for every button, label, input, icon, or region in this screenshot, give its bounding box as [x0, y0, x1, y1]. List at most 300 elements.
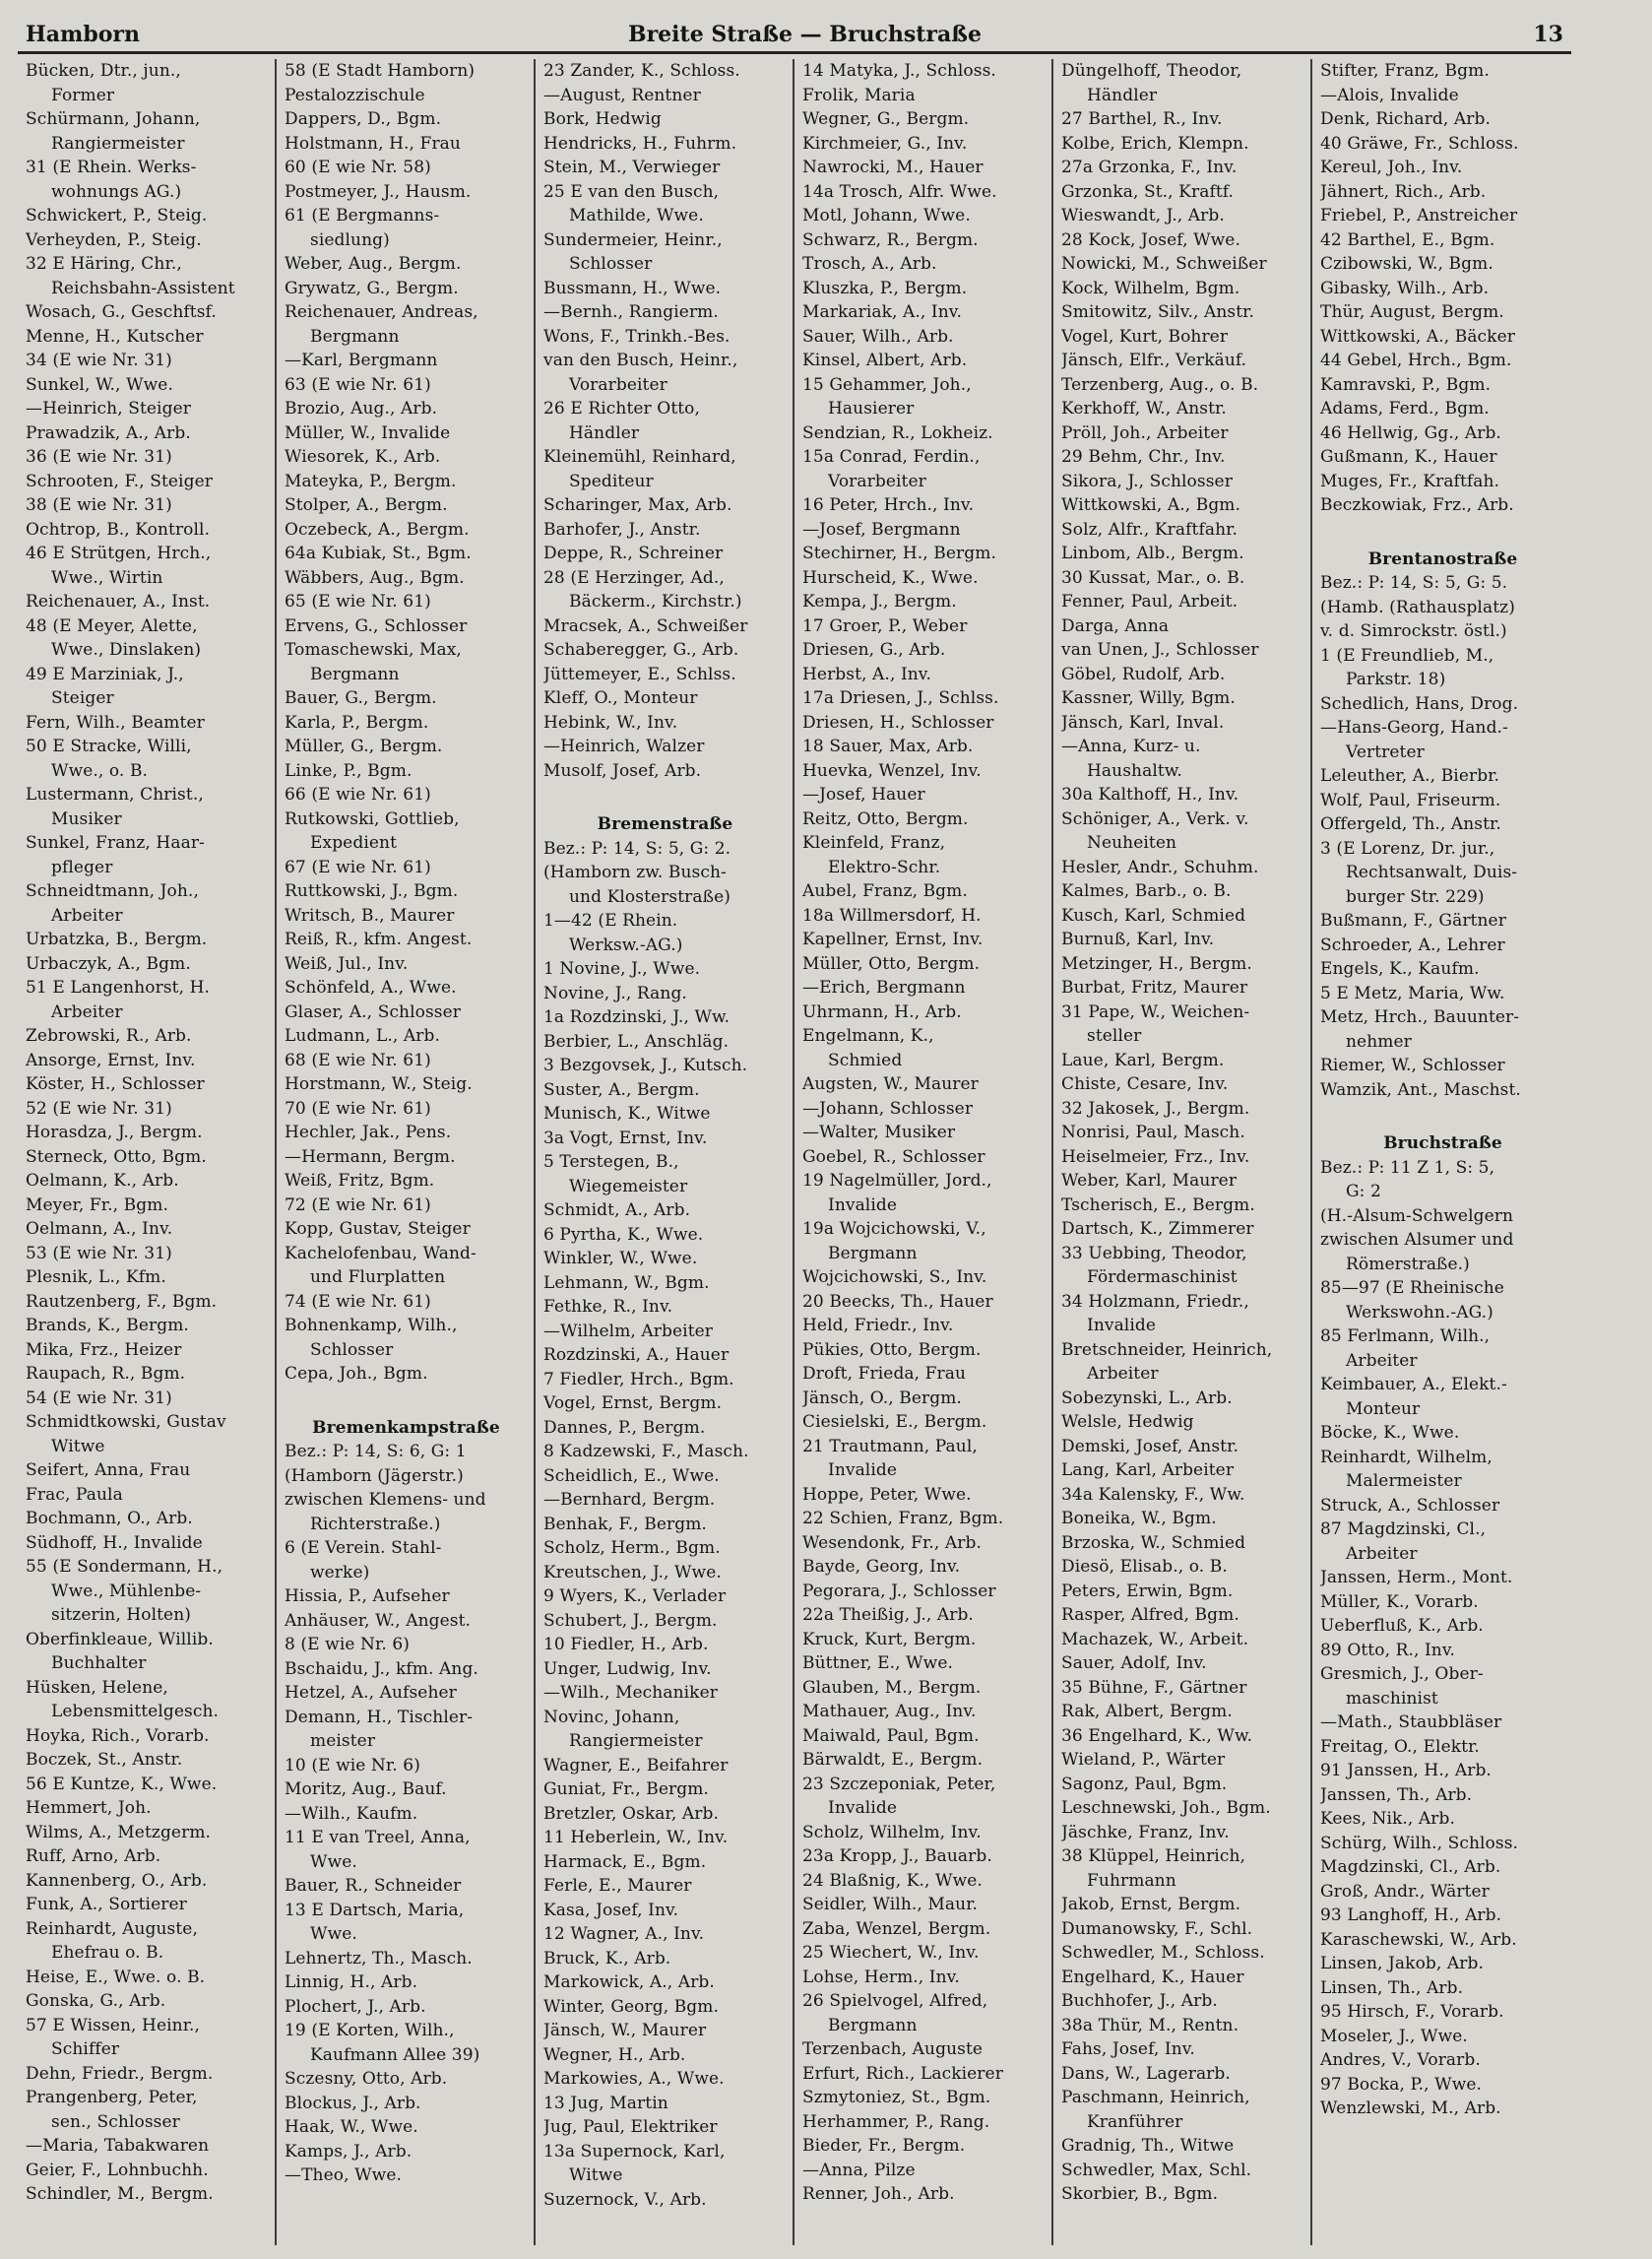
directory-entry: Böcke, K., Wwe. — [1320, 1423, 1460, 1443]
directory-entry: Wagner, E., Beifahrer — [543, 1755, 729, 1775]
directory-entry: Demski, Josef, Anstr. — [1061, 1436, 1239, 1456]
directory-entry: Beczkowiak, Frz., Arb. — [1320, 495, 1514, 515]
entry-continuation: Kranführer — [1087, 2111, 1183, 2132]
directory-entry: Stein, M., Verwieger — [543, 158, 721, 177]
directory-entry: Wenzlewski, M., Arb. — [1320, 2098, 1501, 2118]
street-heading: Bremenstraße — [597, 814, 733, 834]
directory-entry: 14 Matyka, J., Schloss. — [802, 61, 996, 81]
directory-entry: Hebink, W., Inv. — [543, 712, 678, 733]
directory-entry: Kusch, Karl, Schmied — [1061, 905, 1246, 926]
directory-entry: 10 (E wie Nr. 6) — [285, 1755, 420, 1775]
entry-continuation: Expedient — [310, 833, 398, 853]
directory-entry: Ruff, Arno, Arb. — [26, 1846, 161, 1866]
entry-continuation: Werksw.-AG.) — [569, 935, 683, 955]
directory-entry: Paschmann, Heinrich, — [1061, 2088, 1250, 2107]
directory-entry: Novine, J., Rang. — [543, 983, 687, 1003]
directory-entry: Tomaschewski, Max, — [285, 640, 462, 660]
column-1 — [18, 59, 277, 2245]
entry-continuation: Händler — [569, 422, 640, 443]
directory-entry: Geier, F., Lohnbuchh. — [26, 2160, 209, 2180]
directory-entry: Menne, H., Kutscher — [26, 326, 204, 347]
directory-entry: 32 Jakosek, J., Bergm. — [1061, 1098, 1250, 1119]
directory-entry: Kirchmeier, G., Inv. — [802, 133, 968, 154]
directory-entry: Wosach, G., Geschftsf. — [26, 302, 217, 322]
directory-entry: 19a Wojcichowski, V., — [802, 1219, 986, 1239]
directory-entry: Kereul, Joh., Inv. — [1320, 158, 1463, 177]
directory-entry: Dappers, D., Bgm. — [285, 109, 442, 129]
directory-entry: Ervens, G., Schlosser — [285, 615, 468, 636]
directory-entry: 67 (E wie Nr. 61) — [285, 857, 431, 877]
directory-entry: Chiste, Cesare, Inv. — [1061, 1074, 1229, 1094]
directory-entry: 50 E Stracke, Willi, — [26, 737, 192, 756]
directory-entry: Wesendonk, Fr., Arb. — [802, 1532, 983, 1553]
directory-entry: Herbst, A., Inv. — [802, 664, 932, 684]
directory-entry: Kleff, O., Monteur — [543, 688, 698, 708]
directory-entry: Prawadzik, A., Arb. — [26, 422, 191, 443]
entry-continuation: Wwe. — [310, 1924, 357, 1944]
directory-entry: 31 Pape, W., Weichen- — [1061, 1001, 1250, 1022]
directory-entry: Huevka, Wenzel, Inv. — [802, 760, 982, 781]
entry-continuation: Bergmann — [310, 664, 400, 684]
directory-entry: 32 E Häring, Chr., — [26, 254, 182, 274]
directory-entry: Ciesielski, E., Bergm. — [802, 1412, 987, 1432]
directory-entry: Rozdzinski, A., Hauer — [543, 1345, 730, 1365]
directory-entry: Fern, Wilh., Beamter — [26, 712, 205, 733]
entry-continuation: Neuheiten — [1087, 833, 1177, 853]
column-2 — [277, 59, 536, 2245]
directory-entry: Jänsch, W., Maurer — [543, 2021, 707, 2040]
directory-entry: 23a Kropp, J., Bauarb. — [802, 1846, 992, 1866]
entry-continuation: Schlosser — [569, 254, 653, 274]
directory-entry: Grzonka, St., Kraftf. — [1061, 181, 1235, 202]
directory-entry: Düngelhoff, Theodor, — [1061, 61, 1242, 81]
entry-continuation: Arbeiter — [51, 905, 123, 926]
directory-entry: 18a Willmersdorf, H. — [802, 905, 982, 926]
directory-entry: 38a Thür, M., Rentn. — [1061, 2015, 1239, 2035]
directory-entry: 38 (E wie Nr. 31) — [26, 495, 172, 515]
directory-entry: 54 (E wie Nr. 31) — [26, 1388, 172, 1408]
directory-entry: Wojcichowski, S., Inv. — [802, 1267, 987, 1287]
entry-continuation: Schiffer — [51, 2039, 120, 2059]
entry-continuation: Steiger — [51, 688, 114, 708]
entry-continuation: Bergmann — [310, 326, 400, 347]
directory-entry: 16 Peter, Hrch., Inv. — [802, 495, 975, 515]
directory-entry: 42 Barthel, E., Bgm. — [1320, 229, 1495, 250]
directory-entry: Meyer, Fr., Bgm. — [26, 1194, 168, 1215]
directory-entry: Karaschewski, W., Arb. — [1320, 1929, 1517, 1950]
directory-entry: Kruck, Kurt, Bergm. — [802, 1629, 977, 1649]
directory-entry: Terzenbach, Auguste — [802, 2039, 984, 2059]
directory-entry: Andres, V., Vorarb. — [1320, 2050, 1481, 2070]
header-streets: Breite Straße — Bruchstraße — [628, 22, 982, 47]
directory-entry: Grywatz, G., Bergm. — [285, 278, 459, 298]
directory-entry: Kachelofenbau, Wand- — [285, 1243, 477, 1263]
directory-entry: Dans, W., Lagerarb. — [1061, 2063, 1231, 2084]
directory-entry: Kleinemühl, Reinhard, — [543, 447, 736, 467]
directory-entry: Kock, Wilhelm, Bgm. — [1061, 278, 1240, 298]
directory-entry: (Hamb. (Rathausplatz) — [1320, 597, 1515, 617]
entry-continuation: Arbeiter — [1087, 1364, 1159, 1384]
directory-entry: Schwedler, M., Schloss. — [1061, 1943, 1265, 1963]
directory-entry: Bretschneider, Heinrich, — [1061, 1339, 1273, 1360]
directory-entry: Kannenberg, O., Arb. — [26, 1870, 208, 1891]
directory-entry: Müller, W., Invalide — [285, 422, 451, 443]
directory-entry: Schedlich, Hans, Drog. — [1320, 693, 1519, 714]
directory-entry: Thür, August, Bergm. — [1320, 302, 1504, 322]
directory-entry: —Theo, Wwe. — [285, 2165, 402, 2185]
directory-entry: 25 Wiechert, W., Inv. — [802, 1943, 980, 1963]
entry-continuation: Reichsbahn-Assistent — [51, 278, 235, 298]
directory-entry: 14a Trosch, Alfr. Wwe. — [802, 181, 997, 202]
entry-continuation: Rangiermeister — [569, 1731, 703, 1751]
entry-continuation: Fördermaschinist — [1087, 1267, 1238, 1287]
column-5 — [1053, 59, 1312, 2245]
directory-entry: 10 Fiedler, H., Arb. — [543, 1635, 709, 1654]
directory-entry: 55 (E Sondermann, H., — [26, 1557, 223, 1577]
directory-entry: Buchhofer, J., Arb. — [1061, 1991, 1218, 2011]
directory-entry: Verheyden, P., Steig. — [26, 229, 202, 250]
entry-continuation: wohnungs AG.) — [51, 181, 182, 202]
directory-entry: Writsch, B., Maurer — [285, 905, 455, 926]
directory-entry: Seifert, Anna, Frau — [26, 1460, 191, 1480]
directory-entry: Kleinfeld, Franz, — [802, 833, 946, 853]
directory-entry: Barhofer, J., Anstr. — [543, 519, 701, 540]
entry-continuation: Rechtsanwalt, Duis- — [1346, 863, 1518, 882]
directory-entry: Kasa, Josef, Inv. — [543, 1900, 679, 1920]
directory-entry: Sikora, J., Schlosser — [1061, 471, 1233, 491]
directory-entry: 52 (E wie Nr. 31) — [26, 1098, 172, 1119]
directory-entry: Schaberegger, G., Arb. — [543, 640, 739, 660]
directory-entry: Lang, Karl, Arbeiter — [1061, 1460, 1235, 1480]
directory-entry: Jakob, Ernst, Bergm. — [1061, 1895, 1241, 1914]
directory-entry: Wieland, P., Wärter — [1061, 1750, 1226, 1770]
directory-entry: Reichenauer, Andreas, — [285, 302, 478, 322]
directory-entry: Linke, P., Bgm. — [285, 760, 413, 781]
directory-entry: Denk, Richard, Arb. — [1320, 109, 1491, 129]
directory-entry: 34 Holzmann, Friedr., — [1061, 1291, 1249, 1312]
directory-entry: Dannes, P., Bergm. — [543, 1417, 706, 1438]
directory-entry: Groß, Andr., Wärter — [1320, 1881, 1490, 1902]
directory-entry: Wegner, H., Arb. — [543, 2044, 686, 2065]
entry-continuation: Bäckerm., Kirchstr.) — [569, 592, 742, 612]
directory-entry: Reichenauer, A., Inst. — [26, 592, 211, 612]
directory-entry: Kinsel, Albert, Arb. — [802, 351, 968, 370]
directory-entry: Jähnert, Rich., Arb. — [1320, 181, 1487, 202]
directory-entry: Lohse, Herm., Inv. — [802, 1967, 960, 1987]
directory-entry: Linsen, Th., Arb. — [1320, 1977, 1464, 1998]
directory-entry: Kerkhoff, W., Anstr. — [1061, 399, 1227, 419]
directory-entry: Kapellner, Ernst, Inv. — [802, 930, 984, 949]
entry-continuation: Werkswohn.-AG.) — [1346, 1302, 1493, 1323]
directory-entry: Horstmann, W., Steig. — [285, 1074, 473, 1094]
directory-entry: Oberfinkleaue, Willib. — [26, 1629, 214, 1649]
directory-entry: Musolf, Josef, Arb. — [543, 760, 702, 781]
directory-entry: Reiß, R., kfm. Angest. — [285, 930, 473, 949]
directory-entry: Uhrmann, H., Arb. — [802, 1001, 962, 1022]
directory-entry: Rasper, Alfred, Bgm. — [1061, 1605, 1239, 1625]
directory-entry: Engelmann, K., — [802, 1026, 934, 1046]
directory-entry: 13 Jug, Martin — [543, 2093, 668, 2113]
directory-entry: Jug, Paul, Elektriker — [543, 2117, 718, 2137]
directory-entry: Lustermann, Christ., — [26, 785, 204, 805]
directory-entry: Cepa, Joh., Bgm. — [285, 1364, 428, 1384]
directory-entry: 66 (E wie Nr. 61) — [285, 785, 431, 805]
entry-continuation: Arbeiter — [1346, 1543, 1418, 1564]
directory-entry: Weiß, Fritz, Bgm. — [285, 1171, 435, 1191]
directory-entry: Prangenberg, Peter, — [26, 2088, 198, 2107]
directory-entry: 28 Kock, Josef, Wwe. — [1061, 229, 1240, 250]
entry-continuation: Vorarbeiter — [828, 471, 926, 491]
directory-entry: Hetzel, A., Aufseher — [285, 1683, 457, 1703]
entry-continuation: nehmer — [1346, 1031, 1412, 1052]
directory-entry: Bohnenkamp, Wilh., — [285, 1316, 458, 1335]
directory-entry: Vogel, Ernst, Bergm. — [543, 1393, 723, 1413]
directory-entry: Smitowitz, Silv., Anstr. — [1061, 302, 1255, 322]
directory-entry: Laue, Karl, Bergm. — [1061, 1050, 1225, 1070]
directory-entry: Fahs, Josef, Inv. — [1061, 2039, 1195, 2059]
entry-continuation: Arbeiter — [1346, 1350, 1418, 1371]
directory-entry: Harmack, E., Bgm. — [543, 1851, 707, 1872]
directory-entry: Linbom, Alb., Bergm. — [1061, 544, 1244, 563]
directory-entry: Lehmann, W., Bgm. — [543, 1272, 710, 1293]
directory-entry: Müller, Otto, Bergm. — [802, 953, 981, 974]
directory-entry: 1a Rozdzinski, J., Ww. — [543, 1007, 731, 1027]
directory-entry: Bieder, Fr., Bergm. — [802, 2136, 966, 2156]
directory-entry: Tscherisch, E., Bergm. — [1061, 1194, 1255, 1215]
directory-entry: 5 E Metz, Maria, Ww. — [1320, 983, 1505, 1003]
directory-entry: Bretzler, Oskar, Arb. — [543, 1803, 719, 1824]
directory-entry: Magdzinski, Cl., Arb. — [1320, 1857, 1501, 1877]
directory-entry: (H.-Alsum-Schwelgern — [1320, 1205, 1514, 1226]
directory-entry: 3 Bezgovsek, J., Kutsch. — [543, 1056, 748, 1075]
directory-entry: Schönfeld, A., Wwe. — [285, 978, 457, 998]
directory-entry: Scheidlich, E., Wwe. — [543, 1465, 720, 1486]
directory-entry: —Josef, Hauer — [802, 785, 925, 805]
directory-entry: Zaba, Wenzel, Bergm. — [802, 1918, 991, 1939]
directory-entry: Ochtrop, B., Kontroll. — [26, 519, 211, 540]
directory-entry: Wilms, A., Metzgerm. — [26, 1822, 212, 1842]
directory-entry: 3 (E Lorenz, Dr. jur., — [1320, 838, 1495, 859]
directory-entry: —Erich, Bergmann — [802, 978, 966, 998]
directory-entry: 30a Kalthoff, H., Inv. — [1061, 785, 1239, 805]
directory-entry: Pegorara, J., Schlosser — [802, 1581, 996, 1601]
directory-entry: 27 Barthel, R., Inv. — [1061, 109, 1223, 129]
directory-entry: Nawrocki, M., Hauer — [802, 158, 984, 177]
entry-continuation: Arbeiter — [51, 1001, 123, 1022]
entry-continuation: pfleger — [51, 857, 113, 877]
entry-continuation: Fuhrmann — [1087, 1870, 1176, 1891]
directory-entry: Wäbbers, Aug., Bgm. — [285, 567, 465, 588]
directory-entry: Müller, G., Bergm. — [285, 737, 443, 756]
directory-entry: Sundermeier, Heinr., — [543, 229, 723, 250]
column-3 — [536, 59, 794, 2245]
directory-entry: Dartsch, K., Zimmerer — [1061, 1219, 1254, 1239]
directory-entry: —Maria, Tabakwaren — [26, 2136, 210, 2156]
directory-entry: Vogel, Kurt, Bohrer — [1061, 326, 1229, 347]
entry-continuation: Ehefrau o. B. — [51, 1943, 164, 1963]
street-heading: Bruchstraße — [1383, 1133, 1502, 1153]
spacer — [285, 1387, 528, 1402]
directory-entry: Terzenberg, Aug., o. B. — [1061, 374, 1259, 395]
directory-entry: —Wilhelm, Arbeiter — [543, 1321, 714, 1341]
directory-entry: Pükies, Otto, Bergm. — [802, 1339, 982, 1360]
directory-entry: Wamzik, Ant., Maschst. — [1320, 1079, 1521, 1100]
directory-entry: Seidler, Wilh., Maur. — [802, 1895, 979, 1914]
directory-entry: Dehn, Friedr., Bergm. — [26, 2063, 214, 2084]
directory-entry: Linsen, Jakob, Arb. — [1320, 1954, 1484, 1973]
directory-entry: 18 Sauer, Max, Arb. — [802, 737, 974, 756]
directory-entry: Bez.: P: 14, S: 5, G: 2. — [543, 838, 731, 859]
directory-entry: van Unen, J., Schlosser — [1061, 640, 1259, 660]
directory-entry: 11 E van Treel, Anna, — [285, 1828, 471, 1847]
directory-entry: 36 Engelhard, K., Ww. — [1061, 1725, 1253, 1746]
directory-entry: Wieswandt, J., Arb. — [1061, 206, 1225, 226]
directory-entry: Nonrisi, Paul, Masch. — [1061, 1123, 1245, 1142]
directory-entry: 60 (E wie Nr. 58) — [285, 158, 431, 177]
directory-entry: Winkler, W., Wwe. — [543, 1249, 698, 1268]
directory-entry: Solz, Alfr., Kraftfahr. — [1061, 519, 1238, 540]
directory-entry: —Johann, Schlosser — [802, 1098, 974, 1119]
directory-entry: Kassner, Willy, Bgm. — [1061, 688, 1236, 708]
directory-entry: 19 Nagelmüller, Jord., — [802, 1171, 992, 1191]
directory-entry: 93 Langhoff, H., Arb. — [1320, 1905, 1502, 1925]
entry-continuation: Wwe., Mühlenbe- — [51, 1581, 202, 1601]
entry-continuation: Vertreter — [1346, 742, 1425, 762]
directory-entry: —Anna, Pilze — [802, 2160, 916, 2180]
directory-entry: 70 (E wie Nr. 61) — [285, 1098, 431, 1119]
directory-entry: Glauben, M., Bergm. — [802, 1677, 982, 1698]
directory-entry: 87 Magdzinski, Cl., — [1320, 1519, 1487, 1539]
directory-entry: Hendricks, H., Fuhrm. — [543, 133, 737, 154]
directory-entry: Haak, W., Wwe. — [285, 2117, 418, 2137]
directory-entry: Karla, P., Bergm. — [285, 712, 429, 733]
directory-entry: Raupach, R., Bgm. — [26, 1364, 186, 1384]
directory-entry: Schwarz, R., Bergm. — [802, 229, 979, 250]
directory-entry: 1—42 (E Rhein. — [543, 911, 678, 931]
directory-entry: Sendzian, R., Lokheiz. — [802, 422, 993, 443]
directory-entry: 22a Theißig, J., Arb. — [802, 1605, 974, 1625]
directory-entry: Leleuther, A., Bierbr. — [1320, 766, 1500, 786]
directory-entry: Heise, E., Wwe. o. B. — [26, 1967, 206, 1987]
entry-continuation: Richterstraße.) — [310, 1514, 441, 1534]
directory-entry: Bußmann, F., Gärtner — [1320, 911, 1506, 931]
directory-entry: 29 Behm, Chr., Inv. — [1061, 447, 1226, 467]
directory-entry: Gußmann, K., Hauer — [1320, 447, 1497, 467]
directory-entry: 64a Kubiak, St., Bgm. — [285, 544, 472, 563]
directory-entry: Markowick, A., Arb. — [543, 1972, 715, 1992]
directory-entry: 58 (E Stadt Hamborn) — [285, 61, 476, 81]
entry-continuation: steller — [1087, 1026, 1142, 1046]
directory-entry: Renner, Joh., Arb. — [802, 2184, 955, 2204]
directory-entry: Metzinger, H., Bergm. — [1061, 953, 1252, 974]
entry-continuation: Hausierer — [828, 399, 915, 419]
directory-entry: Brzoska, W., Schmied — [1061, 1532, 1246, 1553]
directory-entry: 26 E Richter Otto, — [543, 399, 701, 419]
directory-entry: van den Busch, Heinr., — [543, 351, 738, 370]
directory-entry: Boneika, W., Bgm. — [1061, 1509, 1217, 1528]
directory-entry: Weber, Karl, Maurer — [1061, 1171, 1238, 1191]
directory-entry: Friebel, P., Anstreicher — [1320, 206, 1518, 226]
directory-entry: Winter, Georg, Bgm. — [543, 1996, 720, 2017]
directory-entry: Fethke, R., Inv. — [543, 1297, 673, 1317]
directory-entry: 6 Pyrtha, K., Wwe. — [543, 1224, 704, 1245]
directory-entry: 26 Spielvogel, Alfred, — [802, 1991, 988, 2011]
directory-entry: Burbat, Fritz, Maurer — [1061, 978, 1248, 998]
directory-entry: Mracsek, A., Schweißer — [543, 615, 748, 636]
directory-entry: Moseler, J., Wwe. — [1320, 2026, 1468, 2046]
directory-entry: 13 E Dartsch, Maria, — [285, 1900, 465, 1920]
directory-entry: Kopp, Gustav, Steiger — [285, 1219, 471, 1239]
directory-entry: 6 (E Verein. Stahl- — [285, 1538, 442, 1558]
directory-entry: Scholz, Herm., Bgm. — [543, 1538, 721, 1558]
directory-entry: —August, Rentner — [543, 85, 701, 105]
entry-continuation: Vorarbeiter — [569, 374, 667, 395]
directory-entry: Bschaidu, J., kfm. Ang. — [285, 1658, 478, 1679]
entry-continuation: Former — [51, 85, 115, 105]
directory-entry: Herhammer, P., Rang. — [802, 2111, 990, 2132]
directory-entry: Reinhardt, Wilhelm, — [1320, 1447, 1493, 1467]
directory-entry: Jüttemeyer, E., Schlss. — [543, 664, 736, 684]
directory-entry: Blockus, J., Arb. — [285, 2093, 421, 2113]
directory-entry: Hesler, Andr., Schuhm. — [1061, 857, 1259, 877]
directory-entry: Scholz, Wilhelm, Inv. — [802, 1822, 982, 1842]
directory-entry: 97 Bocka, P., Wwe. — [1320, 2074, 1483, 2095]
directory-entry: 85 Ferlmann, Wilh., — [1320, 1326, 1491, 1346]
entry-continuation: Invalide — [828, 1798, 898, 1818]
spacer — [1320, 1102, 1565, 1118]
directory-entry: Mathauer, Aug., Inv. — [802, 1702, 977, 1721]
directory-entry: Brozio, Aug., Arb. — [285, 399, 438, 419]
directory-entry: —Bernh., Rangierm. — [543, 302, 719, 322]
entry-continuation: Parkstr. 18) — [1346, 670, 1446, 689]
directory-entry: Skorbier, B., Bgm. — [1061, 2184, 1219, 2204]
directory-entry: Wegner, G., Bergm. — [802, 109, 970, 129]
entry-continuation: und Klosterstraße) — [569, 886, 731, 907]
directory-entry: Frac, Paula — [26, 1484, 123, 1505]
directory-entry: Horasdza, J., Bergm. — [26, 1123, 203, 1142]
directory-entry: Wons, F., Trinkh.-Bes. — [543, 326, 731, 347]
directory-entry: Trosch, A., Arb. — [802, 254, 937, 274]
entry-continuation: Witwe — [51, 1436, 105, 1456]
directory-entry: 5 Terstegen, B., — [543, 1152, 679, 1172]
entry-continuation: Händler — [1087, 85, 1158, 105]
directory-entry: Bayde, Georg, Inv. — [802, 1557, 961, 1577]
directory-entry: 11 Heberlein, W., Inv. — [543, 1828, 729, 1847]
directory-entry: 53 (E wie Nr. 31) — [26, 1243, 172, 1263]
street-heading: Brentanostraße — [1367, 549, 1518, 569]
directory-entry: Benhak, F., Bergm. — [543, 1514, 707, 1534]
directory-entry: Novinc, Johann, — [543, 1707, 680, 1727]
directory-entry: Suster, A., Bergm. — [543, 1079, 700, 1100]
directory-entry: Kamravski, P., Bgm. — [1320, 374, 1492, 395]
directory-entry: —Josef, Bergmann — [802, 519, 961, 540]
directory-entry: Müller, K., Vorarb. — [1320, 1591, 1479, 1612]
entry-continuation: Invalide — [828, 1460, 898, 1480]
directory-entry: Jänsch, O., Bergm. — [802, 1388, 962, 1408]
directory-entry: Engelhard, K., Hauer — [1061, 1967, 1244, 1987]
directory-entry: Stechirner, H., Bergm. — [802, 544, 996, 563]
directory-entry: Wittkowski, A., Bgm. — [1061, 495, 1241, 515]
directory-entry: Ansorge, Ernst, Inv. — [26, 1050, 196, 1070]
directory-entry: Jäschke, Franz, Inv. — [1061, 1822, 1230, 1842]
directory-entry: —Bernhard, Bergm. — [543, 1490, 716, 1510]
directory-entry: Freitag, O., Elektr. — [1320, 1736, 1480, 1757]
directory-entry: 68 (E wie Nr. 61) — [285, 1050, 431, 1070]
directory-entry: Holstmann, H., Frau — [285, 133, 461, 154]
entry-continuation: werke) — [310, 1562, 370, 1582]
directory-entry: Bussmann, H., Wwe. — [543, 278, 722, 298]
directory-entry: Dumanowsky, F., Schl. — [1061, 1918, 1253, 1939]
